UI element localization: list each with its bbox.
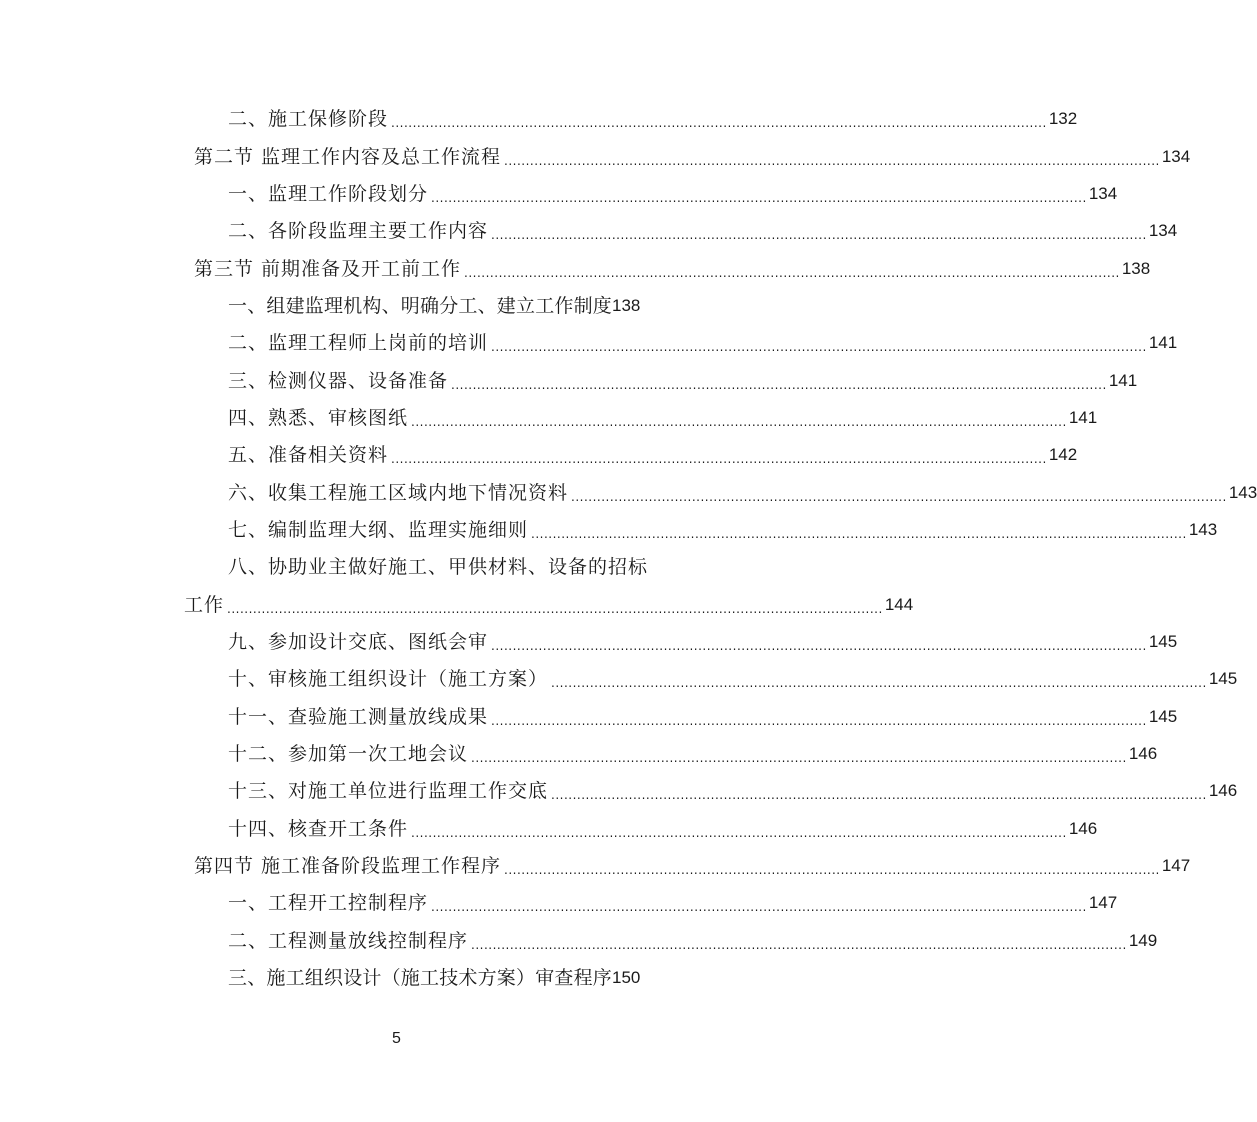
toc-entry-title: 二、各阶段监理主要工作内容 [228,220,489,242]
toc-dot-leader: ........................................................................................................................................................ [391,116,1047,130]
toc-dot-leader: ........................................................................................................................................................ [491,639,1147,653]
toc-dot-leader: ........................................................................................................................................................ [391,452,1047,466]
toc-dot-leader: ........................................................................................................................................................ [531,527,1187,541]
toc-entry-page: 138 [1121,259,1151,278]
toc-section-entry[interactable] [194,851,1191,881]
toc-entry-title: 二、工程测量放线控制程序 [228,930,469,952]
toc-entry-title: 四、熟悉、审核图纸 [228,407,409,429]
toc-entry[interactable] [228,440,1078,470]
toc-entry-page: 141 [1068,408,1098,427]
toc-dot-leader: ........................................................................................................................................................ [551,788,1207,802]
toc-section-entry[interactable] [194,142,1191,172]
toc-dot-leader: ........................................................................................................................................................ [491,228,1147,242]
toc-entry-page: 132 [1048,109,1078,128]
toc-entry-page: 134 [1161,147,1191,166]
toc-entry-title: 五、准备相关资料 [228,444,389,466]
toc-entry-page: 134 [1148,221,1178,240]
toc-entry-title: 十、审核施工组织设计（施工方案） [228,668,549,690]
toc-entry-title: 第四节 施工准备阶段监理工作程序 [194,855,502,877]
toc-entry[interactable] [228,814,1098,844]
page-number: 5 [392,1030,401,1047]
toc-entry-page: 143 [1188,520,1218,539]
toc-entry[interactable] [228,328,1178,358]
toc-entry-wrapped-continuation[interactable] [184,590,914,620]
toc-entry-page: 145 [1208,669,1238,688]
toc-entry-page: 143 [1228,483,1257,502]
toc-entry-page: 149 [1128,931,1158,950]
toc-entry-page: 146 [1068,819,1098,838]
toc-entry-title: 六、收集工程施工区域内地下情况资料 [228,482,569,504]
toc-entry[interactable] [228,702,1178,732]
toc-dot-leader: ........................................................................................................................................................ [491,714,1147,728]
toc-entry-page: 141 [1108,371,1138,390]
toc-section-entry[interactable] [194,254,1151,284]
toc-dot-leader: ........................................................................................................................................................ [504,154,1160,168]
toc-entry-page: 146 [1208,781,1238,800]
toc-entry-title: 一、工程开工控制程序 [228,892,429,914]
toc-dot-leader: ........................................................................................................................................................ [491,340,1147,354]
toc-entry-page: 134 [1088,184,1118,203]
toc-entry[interactable] [228,888,1118,918]
toc-entry-title: 一、组建监理机构、明确分工、建立工作制度 [228,295,613,317]
toc-entry-page: 144 [884,595,914,614]
toc-entry[interactable] [228,403,1098,433]
toc-entry-title: 第三节 前期准备及开工前工作 [194,258,462,280]
toc-dot-leader: ........................................................................................................................................................ [227,602,883,616]
toc-entry[interactable] [228,515,1218,545]
toc-dot-leader: ........................................................................................................................................................ [471,938,1127,952]
toc-entry[interactable] [228,179,1118,209]
toc-entry-title: 十三、对施工单位进行监理工作交底 [228,780,549,802]
toc-entry[interactable] [228,926,1158,956]
toc-entry-wrapped-first-line[interactable]: 八、协助业主做好施工、甲供材料、设备的招标 [228,556,649,578]
toc-entry-title: 三、施工组织设计（施工技术方案）审查程序 [228,967,613,989]
toc-dot-leader: ........................................................................................................................................................ [431,191,1087,205]
toc-entry-title: 十四、核查开工条件 [228,818,409,840]
toc-entry-page: 145 [1148,632,1178,651]
toc-entry-title: 第二节 监理工作内容及总工作流程 [194,146,502,168]
toc-entry[interactable] [228,664,1238,694]
toc-entry-title: 二、监理工程师上岗前的培训 [228,332,489,354]
toc-entry-title: 三、检测仪器、设备准备 [228,370,449,392]
toc-entry-page: 138 [612,296,641,315]
toc-entry-page: 141 [1148,333,1178,352]
toc-dot-leader: ........................................................................................................................................................ [504,863,1160,877]
toc-entry[interactable] [228,776,1238,806]
toc-entry-title: 工作 [184,594,225,616]
toc-dot-leader: ........................................................................................................................................................ [471,751,1127,765]
toc-dot-leader: ........................................................................................................................................................ [464,266,1120,280]
toc-entry[interactable] [228,627,1178,657]
toc-dot-leader: ........................................................................................................................................................ [431,900,1087,914]
toc-entry-page: 150 [612,968,641,987]
toc-entry-page: 142 [1048,445,1078,464]
toc-entry-title: 一、监理工作阶段划分 [228,183,429,205]
toc-entry-page: 146 [1128,744,1158,763]
toc-entry-title: 十二、参加第一次工地会议 [228,743,469,765]
toc-entry[interactable] [228,104,1078,134]
toc-entry[interactable] [228,216,1178,246]
toc-entry[interactable] [228,739,1158,769]
toc-dot-leader: ........................................................................................................................................................ [451,378,1107,392]
toc-dot-leader: ........................................................................................................................................................ [411,826,1067,840]
toc-entry[interactable] [228,963,687,993]
toc-entry[interactable] [228,291,687,321]
toc-entry-page: 147 [1161,856,1191,875]
toc-entry[interactable] [228,478,1257,508]
toc-entry-title: 七、编制监理大纲、监理实施细则 [228,519,529,541]
toc-entry-title: 十一、查验施工测量放线成果 [228,706,489,728]
toc-entry[interactable] [228,366,1138,396]
toc-dot-leader: ........................................................................................................................................................ [551,676,1207,690]
toc-entry-title: 九、参加设计交底、图纸会审 [228,631,489,653]
toc-dot-leader: ........................................................................................................................................................ [411,415,1067,429]
toc-entry-title: 二、施工保修阶段 [228,108,389,130]
toc-dot-leader: ........................................................................................................................................................ [571,490,1227,504]
toc-entry-page: 147 [1088,893,1118,912]
toc-entry-page: 145 [1148,707,1178,726]
